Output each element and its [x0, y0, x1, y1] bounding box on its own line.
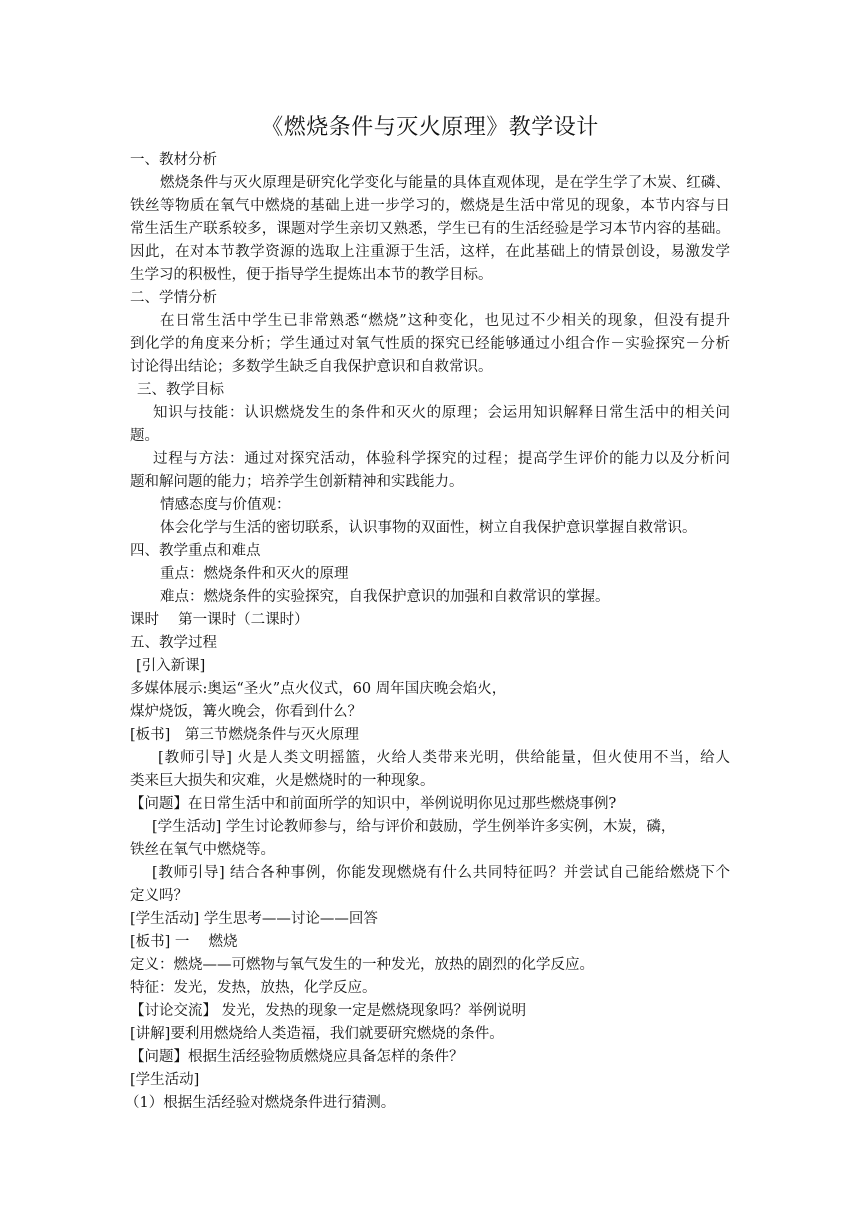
paragraph-line: [讲解]要利用燃烧给人类造福，我们就要研究燃烧的条件。: [130, 1026, 504, 1042]
paragraph-line: 到化学的角度来分析；学生通过对氧气性质的探究已经能够通过小组合作－实验探究－分析: [130, 336, 730, 352]
section-heading-2: 二、学情分析: [130, 290, 217, 306]
paragraph-line: 题和解问题的能力；培养学生创新精神和实践能力。: [130, 474, 464, 490]
paragraph-line: [学生活动]: [130, 1072, 200, 1088]
paragraph-line: 情感态度与价值观：: [160, 497, 291, 513]
paragraph-line: 重点：燃烧条件和灭火的原理: [160, 566, 349, 582]
paragraph-line: 【问题】根据生活经验物质燃烧应具备怎样的条件？: [130, 1049, 464, 1065]
paragraph-line: [学生活动] 学生思考——讨论——回答: [130, 911, 378, 927]
section-heading-1: 一、教材分析: [130, 152, 217, 168]
paragraph-line: 【问题】在日常生活中和前面所学的知识中，举例说明你见过那些燃烧事例?: [130, 796, 617, 812]
paragraph-line: 多媒体展示:奥运“圣火”点火仪式，60 周年国庆晚会焰火，: [130, 681, 507, 697]
paragraph-line: 定义：燃烧——可燃物与氧气发生的一种发光，放热的剧烈的化学反应。: [130, 957, 594, 973]
paragraph-line: 燃烧条件与灭火原理是研究化学变化与能量的具体直观体现，是在学生学了木炭、红磷、: [160, 175, 730, 191]
paragraph-line: [板书] 第三节燃烧条件与灭火原理: [130, 727, 359, 743]
paragraph-line: 煤炉烧饭，篝火晚会，你看到什么？: [130, 704, 362, 720]
paragraph-line: 讨论得出结论；多数学生缺乏自我保护意识和自救常识。: [130, 359, 493, 375]
paragraph-line: 课时 第一课时（二课时）: [130, 612, 309, 628]
paragraph-line: [板书] 一 燃烧: [130, 934, 238, 950]
paragraph-line: [教师引导] 火是人类文明摇篮，火给人类带来光明，供给能量，但火使用不当，给人: [158, 750, 730, 766]
paragraph-line: 特征：发光，发热，放热，化学反应。: [130, 980, 377, 996]
paragraph-line: 知识与技能：认识燃烧发生的条件和灭火的原理；会运用知识解释日常生活中的相关问: [153, 405, 730, 421]
paragraph-line: [学生活动] 学生讨论教师参与，给与评价和鼓励，学生例举许多实例，木炭，磷，: [152, 819, 676, 835]
paragraph-line: 生学习的积极性，便于指导学生提炼出本节的教学目标。: [130, 267, 493, 283]
paragraph-line: [引入新课]: [136, 658, 206, 674]
paragraph-line: 在日常生活中学生已非常熟悉“燃烧”这种变化，也见过不少相关的现象，但没有提升: [160, 313, 730, 329]
paragraph-line: 因此，在对本节教学资源的选取上注重源于生活，这样，在此基础上的情景创设，易激发学: [130, 244, 730, 260]
paragraph-line: 过程与方法：通过对探究活动，体验科学探究的过程；提高学生评价的能力以及分析问: [153, 451, 730, 467]
section-heading-5: 五、教学过程: [130, 635, 217, 651]
paragraph-line: 铁丝等物质在氧气中燃烧的基础上进一步学习的，燃烧是生活中常见的现象，本节内容与日: [130, 198, 730, 214]
paragraph-line: 铁丝在氧气中燃烧等。: [130, 842, 275, 858]
section-heading-4: 四、教学重点和难点: [130, 543, 261, 559]
paragraph-line: 【讨论交流】 发光，发热的现象一定是燃烧现象吗？举例说明: [130, 1003, 527, 1019]
document-title: 《燃烧条件与灭火原理》教学设计: [261, 115, 599, 140]
paragraph-line: 体会化学与生活的密切联系，认识事物的双面性，树立自我保护意识掌握自救常识。: [160, 520, 697, 536]
paragraph-line: 定义吗？: [130, 888, 188, 904]
paragraph-line: 类来巨大损失和灾难，火是燃烧时的一种现象。: [130, 773, 435, 789]
paragraph-line: 常生活生产联系较多，课题对学生亲切又熟悉，学生已有的生活经验是学习本节内容的基础。: [130, 221, 730, 237]
paragraph-line: 题。: [130, 428, 159, 444]
paragraph-line: [教师引导] 结合各种事例，你能发现燃烧有什么共同特征吗？并尝试自己能给燃烧下个: [152, 865, 730, 881]
section-heading-3: 三、教学目标: [137, 382, 224, 398]
paragraph-line: 难点：燃烧条件的实验探究，自我保护意识的加强和自救常识的掌握。: [160, 589, 610, 605]
paragraph-line: （1）根据生活经验对燃烧条件进行猜测。: [125, 1095, 396, 1111]
